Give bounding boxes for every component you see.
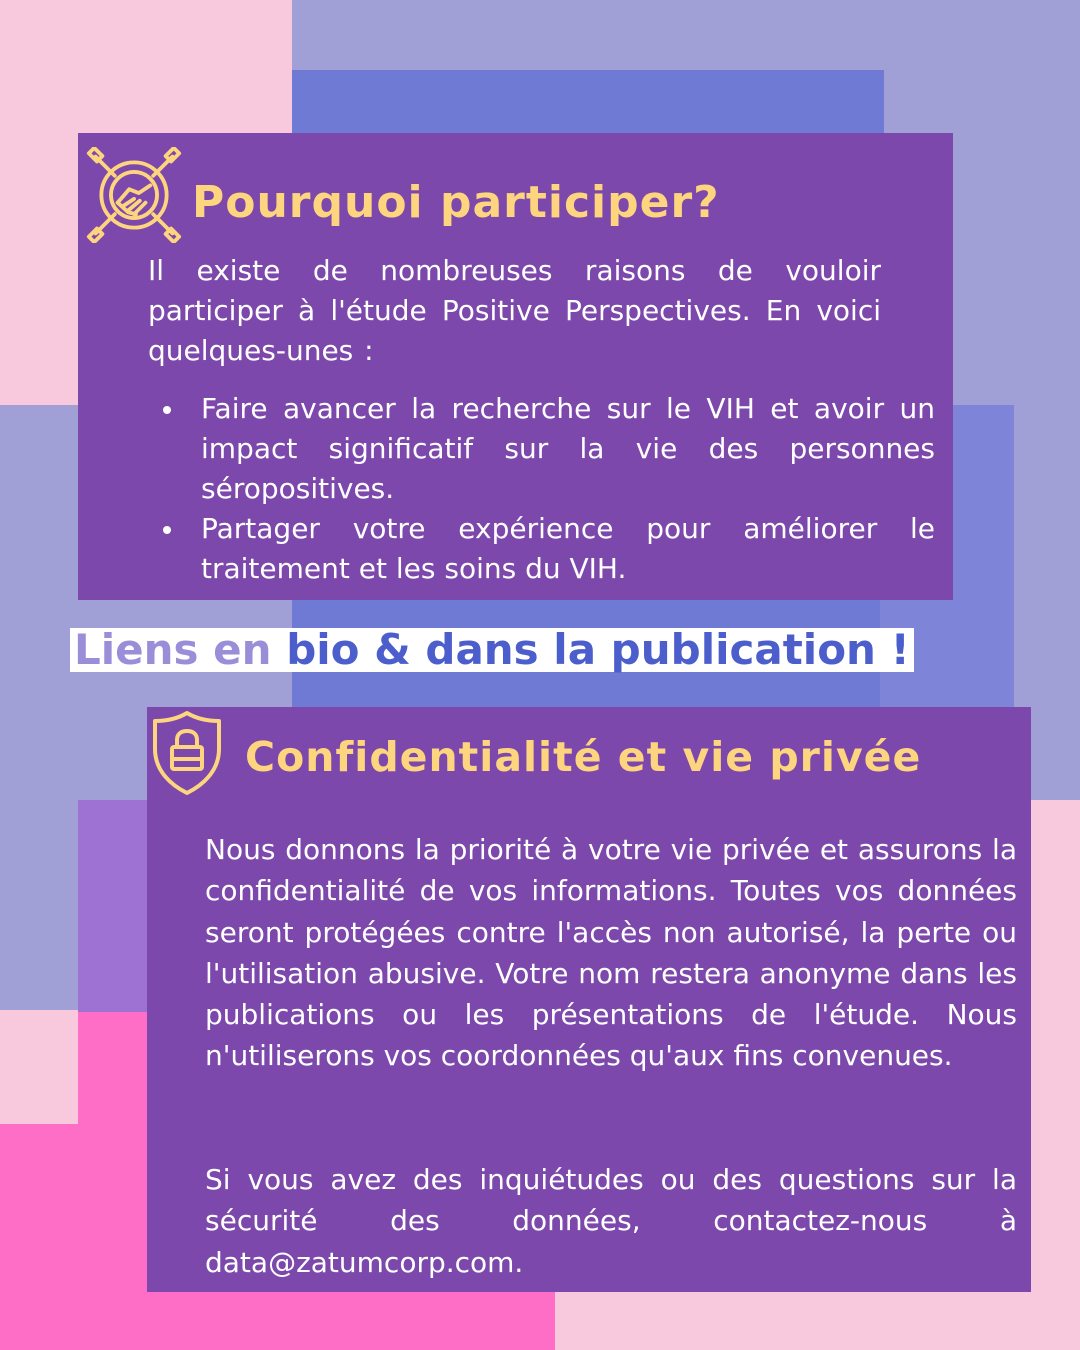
section-title: Confidentialité et vie privée [245,733,922,781]
links-banner[interactable] [70,625,914,674]
list-item: Faire avancer la recherche sur le VIH et avoir un impact significatif sur la vie des personnes séropositives. [148,389,935,509]
privacy-card [147,707,1031,1292]
banner-text-dark: bio & dans la publication ! [286,625,910,674]
reasons-list [148,389,935,589]
privacy-paragraph: Nous donnons la priorité à votre vie privée et assurons la confidentialité de vos informations. Toutes vos données seront protégées contre l'accès non autorisé, la perte ou l'utilisation abusive. Votre nom restera anonyme dans les publications ou les présentations de l'étude. Nous n'utiliserons vos coordonnées qu'aux fins convenues. [205,833,1017,1073]
bg-block-pink-bottom-left [0,1012,78,1124]
why-participate-card [78,133,953,600]
shield-lock-icon [149,709,225,797]
list-item: Partager votre expérience pour améliorer le traitement et les soins du VIH. [148,509,935,589]
banner-text-light: Liens en [74,625,287,674]
intro-paragraph: Il existe de nombreuses raisons de vouloir participer à l'étude Positive Perspectives. En voici quelques-unes : [148,254,881,367]
handshake-icon [86,147,182,243]
section-title: Pourquoi participer? [192,177,720,228]
contact-paragraph: Si vous avez des inquiétudes ou des questions sur la sécurité des données, contactez-nous à data@zatumcorp.com. [205,1163,1017,1279]
